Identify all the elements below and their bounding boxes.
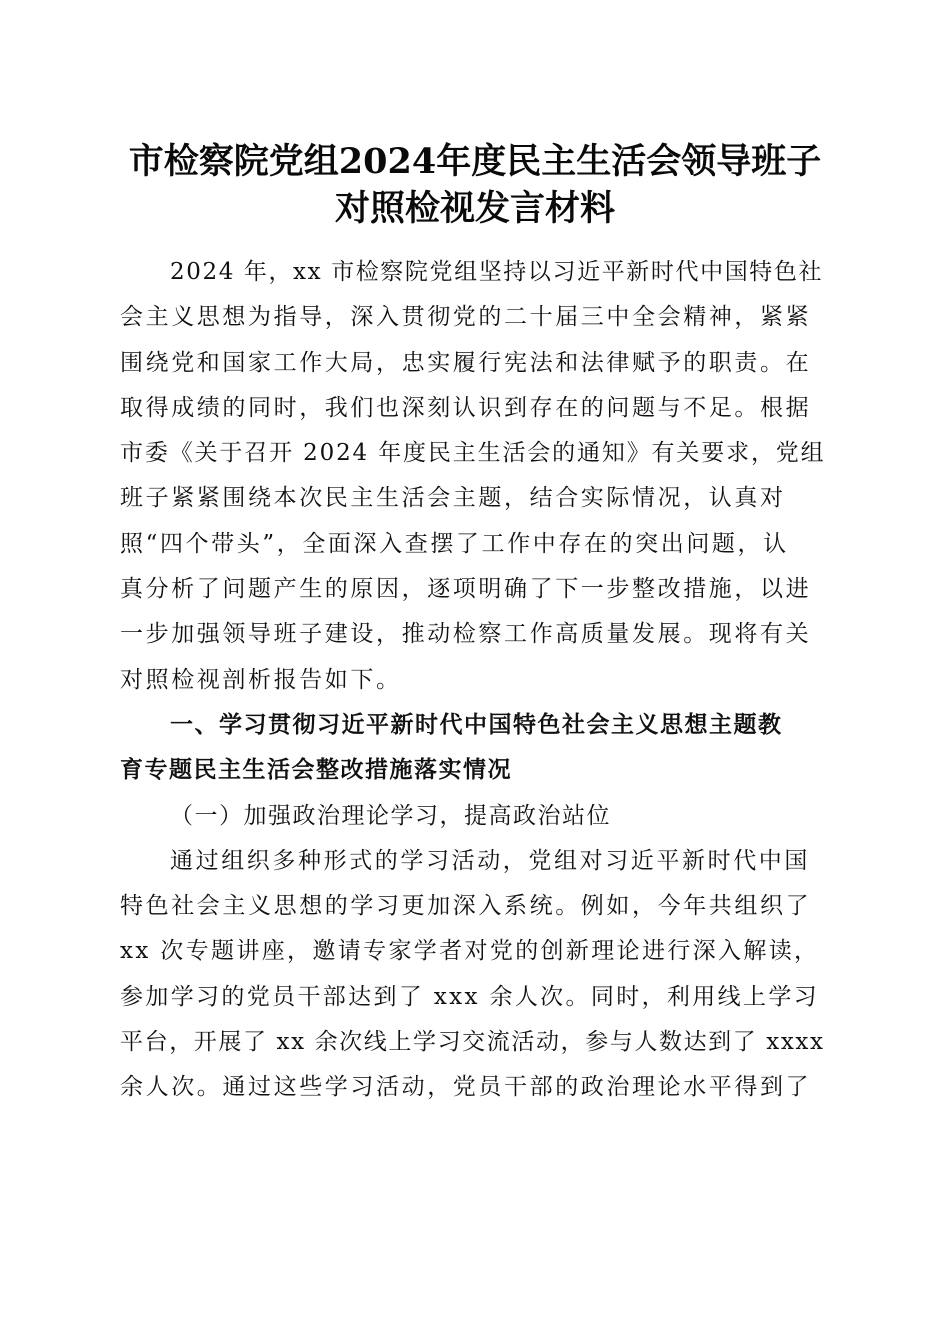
intro-line: 会主义思想为指导，深入贯彻党的二十届三中全会精神，紧紧 xyxy=(120,304,812,331)
intro-line: 市委《关于召开 2024 年度民主生活会的通知》有关要求，党组 xyxy=(120,440,826,467)
document-title xyxy=(100,138,850,232)
intro-line: 围绕党和国家工作大局，忠实履行宪法和法律赋予的职责。在 xyxy=(120,349,812,376)
paragraph-line: 特色社会主义思想的学习更加深入系统。例如，今年共组织了 xyxy=(120,893,812,920)
intro-line: 班子紧紧围绕本次民主生活会主题，结合实际情况，认真对 xyxy=(120,485,786,512)
intro-line: 取得成绩的同时，我们也深刻认识到存在的问题与不足。根据 xyxy=(120,394,812,421)
subsection-heading: （一）加强政治理论学习，提高政治站位 xyxy=(170,802,611,829)
document-body xyxy=(120,250,826,1111)
intro-line: 照“四个带头”，全面深入查摆了工作中存在的突出问题，认 xyxy=(120,530,789,557)
paragraph-line: 余人次。通过这些学习活动，党员干部的政治理论水平得到了 xyxy=(120,1074,812,1101)
paragraph-line: 参加学习的党员干部达到了 xxx 余人次。同时，利用线上学习 xyxy=(120,983,820,1010)
paragraph-line: 通过组织多种形式的学习活动，党组对习近平新时代中国 xyxy=(170,847,810,874)
section-heading-line: 一、学习贯彻习近平新时代中国特色社会主义思想主题教 xyxy=(170,711,783,738)
intro-line: 2024 年，xx 市检察院党组坚持以习近平新时代中国特色社 xyxy=(170,259,824,285)
section-heading-line: 育专题民主生活会整改措施落实情况 xyxy=(120,757,512,784)
paragraph-line: xx 次专题讲座，邀请专家学者对党的创新理论进行深入解读， xyxy=(120,938,820,965)
title-line-2: 对照检视发言材料 xyxy=(334,188,615,229)
title-line-1: 市检察院党组2024年度民主生活会领导班子 xyxy=(128,141,822,182)
intro-line: 对照检视剖析报告如下。 xyxy=(120,666,402,693)
intro-line: 一步加强领导班子建设，推动检察工作高质量发展。现将有关 xyxy=(120,621,812,648)
paragraph-line: 平台，开展了 xx 余次线上学习交流活动，参与人数达到了 xxxx xyxy=(120,1029,825,1056)
intro-line: 真分析了问题产生的原因，逐项明确了下一步整改措施，以进 xyxy=(120,576,812,603)
